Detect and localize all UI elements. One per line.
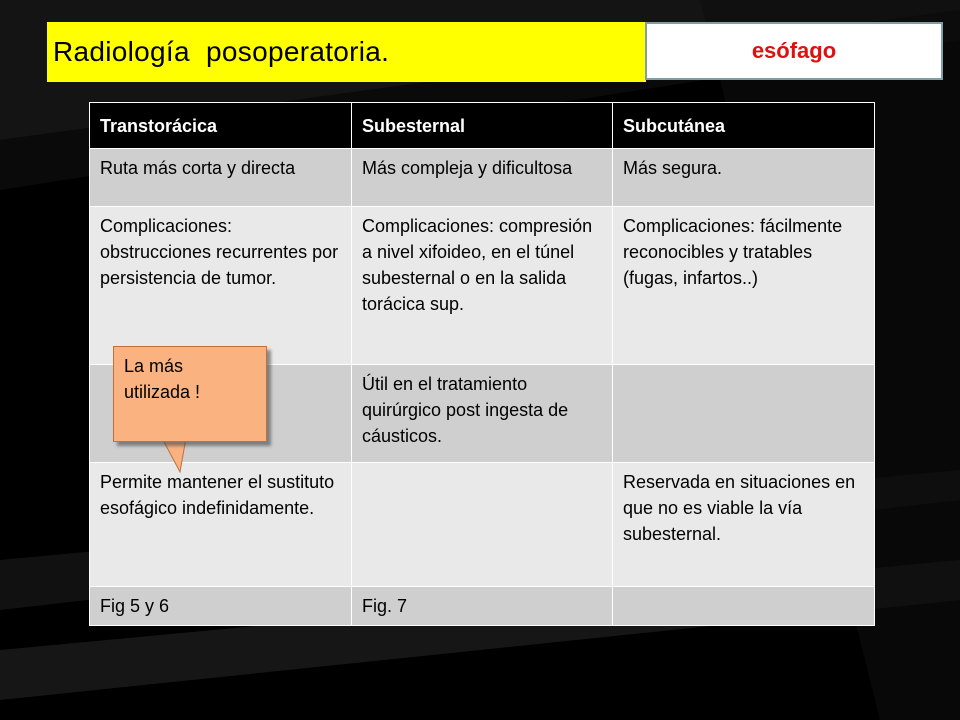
page-title: Radiología posoperatoria. (53, 36, 390, 67)
table-cell: Complicaciones: compresión a nivel xifoideo, en el túnel subesternal o en la salida torácica sup. (352, 207, 613, 365)
callout-tail (160, 438, 200, 474)
table-header-row (90, 103, 875, 149)
table-cell (613, 365, 875, 463)
callout-line: La más (124, 356, 184, 376)
table-cell (613, 587, 875, 626)
table-row (90, 587, 875, 626)
topic-tag (645, 22, 943, 80)
table-cell (352, 463, 613, 587)
topic-tag-label: esófago (751, 38, 837, 63)
table-cell: Complicaciones: obstrucciones recurrentes por persistencia de tumor. (90, 207, 352, 365)
callout-line: utilizada ! (124, 382, 201, 402)
table-row (90, 149, 875, 207)
table-cell: Más segura. (613, 149, 875, 207)
table-cell: Más compleja y dificultosa (352, 149, 613, 207)
table-cell: Permite mantener el sustituto esofágico indefinidamente. (90, 463, 352, 587)
table-cell: Fig. 7 (352, 587, 613, 626)
table-row (90, 463, 875, 587)
table-cell: Complicaciones: fácilmente reconocibles y tratables (fugas, infartos..) (613, 207, 875, 365)
title-bar (47, 22, 646, 82)
header-transtoracica: Transtorácica (90, 103, 352, 149)
table-cell: Fig 5 y 6 (90, 587, 352, 626)
table-cell: Ruta más corta y directa (90, 149, 352, 207)
header-subesternal: Subesternal (352, 103, 613, 149)
table-cell: Reservada en situaciones en que no es viable la vía subesternal. (613, 463, 875, 587)
table-cell: Útil en el tratamiento quirúrgico post ingesta de cáusticos. (352, 365, 613, 463)
header-subcutanea: Subcutánea (613, 103, 875, 149)
table-row (90, 207, 875, 365)
callout-bubble (113, 346, 267, 442)
callout-text (124, 353, 200, 405)
